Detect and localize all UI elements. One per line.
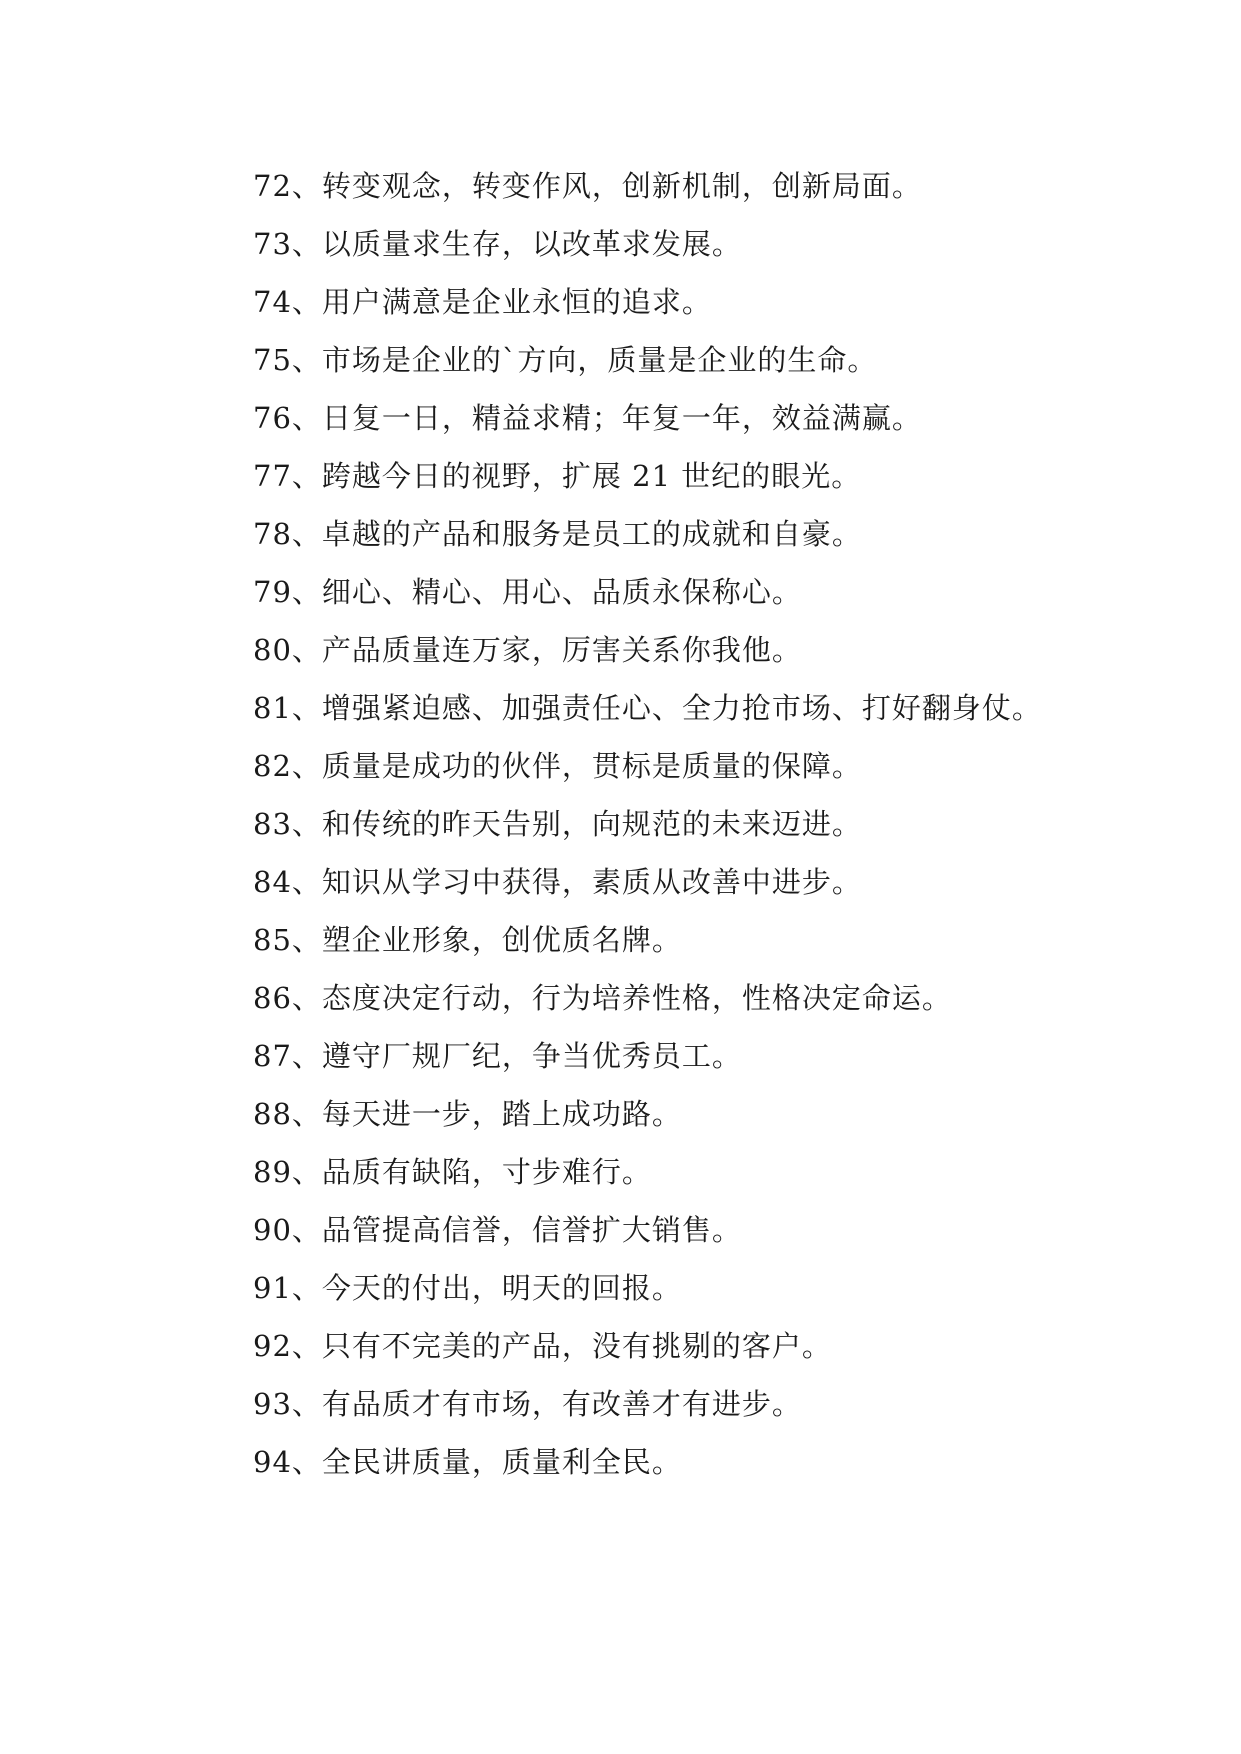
- list-item: 81、增强紧迫感、加强责任心、全力抢市场、打好翻身仗。: [253, 691, 1042, 725]
- list-item: 94、全民讲质量，质量利全民。: [253, 1445, 682, 1479]
- list-item: 74、用户满意是企业永恒的追求。: [253, 285, 712, 319]
- list-item: 75、市场是企业的`方向，质量是企业的生命。: [253, 343, 878, 377]
- list-item: 72、转变观念，转变作风，创新机制，创新局面。: [253, 169, 922, 203]
- list-item: 91、今天的付出，明天的回报。: [253, 1271, 682, 1305]
- list-item: 87、遵守厂规厂纪，争当优秀员工。: [253, 1039, 742, 1073]
- list-item: 80、产品质量连万家，厉害关系你我他。: [253, 633, 802, 667]
- list-item: 88、每天进一步，踏上成功路。: [253, 1097, 682, 1131]
- list-item: 89、品质有缺陷，寸步难行。: [253, 1155, 652, 1189]
- list-item: 79、细心、精心、用心、品质永保称心。: [253, 575, 802, 609]
- list-item: 82、质量是成功的伙伴，贯标是质量的保障。: [253, 749, 862, 783]
- list-item: 84、知识从学习中获得，素质从改善中进步。: [253, 865, 862, 899]
- list-item: 86、态度决定行动，行为培养性格，性格决定命运。: [253, 981, 952, 1015]
- slogan-list: [189, 157, 1061, 1491]
- list-item: 90、品管提高信誉，信誉扩大销售。: [253, 1213, 742, 1247]
- list-item: 78、卓越的产品和服务是员工的成就和自豪。: [253, 517, 862, 551]
- list-item: 85、塑企业形象，创优质名牌。: [253, 923, 682, 957]
- list-item: 93、有品质才有市场，有改善才有进步。: [253, 1387, 802, 1421]
- list-item: 77、跨越今日的视野，扩展 21 世纪的眼光。: [253, 459, 862, 493]
- list-item: 76、日复一日，精益求精；年复一年，效益满赢。: [253, 401, 922, 435]
- list-item: 92、只有不完美的产品，没有挑剔的客户。: [253, 1329, 832, 1363]
- list-item: 83、和传统的昨天告别，向规范的未来迈进。: [253, 807, 862, 841]
- list-item: 73、以质量求生存，以改革求发展。: [253, 227, 742, 261]
